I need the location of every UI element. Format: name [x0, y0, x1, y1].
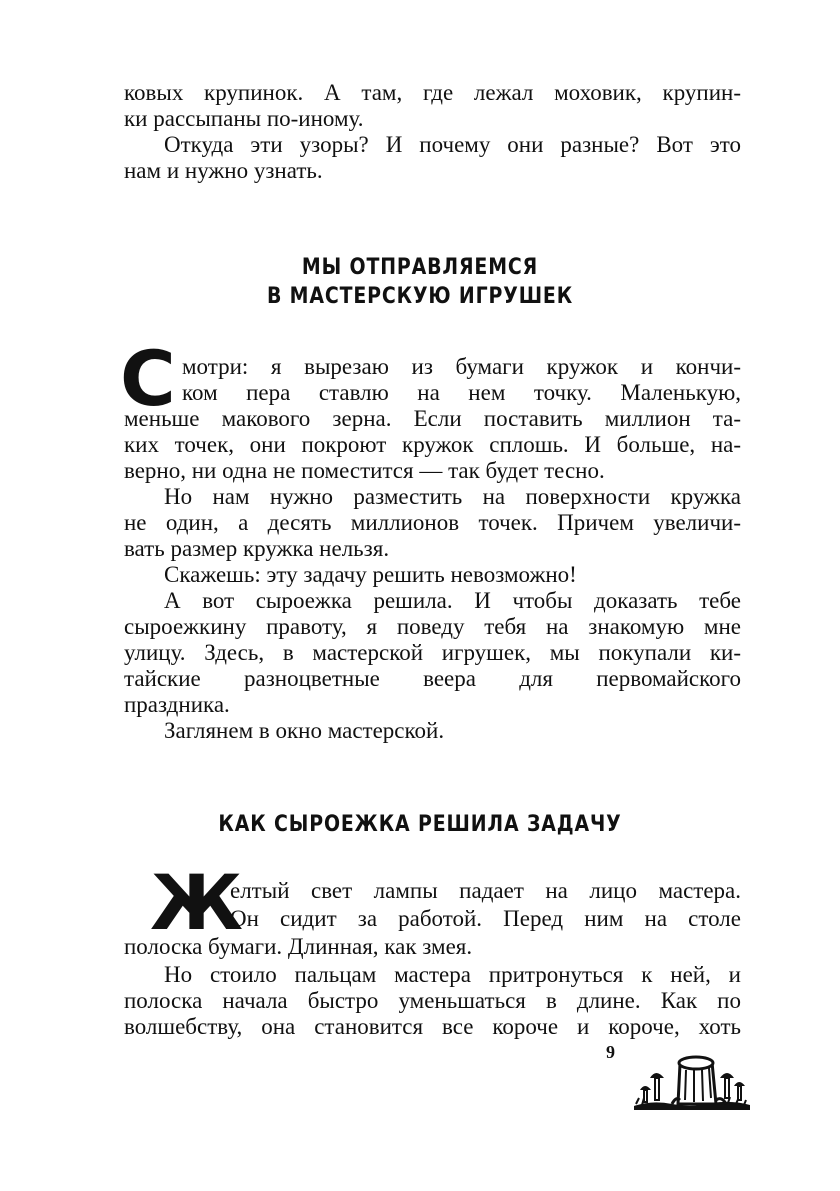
drop-cap: С [120, 334, 176, 423]
text-line: полоска начала быстро уменьшаться в длине. Как по [124, 988, 741, 1013]
stump-mushrooms-icon [632, 1048, 752, 1112]
text-line: вать размер кружка нельзя. [124, 536, 390, 561]
text-line: сыроежкину правоту, я поведу тебя на знакомую мне [124, 614, 741, 639]
text-line: Скажешь: эту задачу решить невозможно! [164, 562, 577, 587]
text-line: ки рассыпаны по-иному. [124, 106, 364, 131]
text-line: ковых крупинок. А там, где лежал моховик, крупин- [124, 80, 741, 105]
text-line: волшебству, она становится все короче и короче, хоть [124, 1014, 741, 1039]
text-line: мотри: я вырезаю из бумаги кружок и кончи- [182, 354, 741, 379]
text-line: Он сидит за работой. Перед ним на столе [230, 906, 741, 931]
text-line: праздника. [124, 692, 230, 717]
text-line: А вот сыроежка решила. И чтобы доказать тебе [164, 588, 741, 613]
text-line: нам и нужно узнать. [124, 158, 323, 183]
text-line: ких точек, они покроют кружок сплошь. И больше, на- [124, 432, 741, 457]
drop-cap: Ж [150, 858, 244, 947]
text-line: не один, а десять миллионов точек. Причем увеличи- [124, 510, 741, 535]
text-line: полоска бумаги. Длинная, как змея. [124, 934, 473, 959]
text-line: улицу. Здесь, в мастерской игрушек, мы покупали ки- [124, 640, 741, 665]
text-line: меньше макового зерна. Если поставить миллион та- [124, 406, 741, 431]
text-line: Но стоило пальцам мастера притронуться к ней, и [164, 962, 741, 987]
text-line: Но нам нужно разместить на поверхности кружка [164, 484, 741, 509]
text-line: Откуда эти узоры? И почему они разные? Вот это [164, 132, 741, 157]
page-number: 9 [606, 1042, 615, 1062]
section-title: МЫ ОТПРАВЛЯЕМСЯ [301, 255, 539, 280]
section-title: В МАСТЕРСКУЮ ИГРУШЕК [266, 284, 574, 309]
text-line: тайские разноцветные веера для первомайского [124, 666, 741, 691]
text-line: верно, ни одна не поместится — так будет тесно. [124, 458, 605, 483]
text-line: ком пера ставлю на нем точку. Маленькую, [182, 380, 741, 405]
text-line: елтый свет лампы падает на лицо мастера. [230, 878, 741, 903]
text-line: Заглянем в окно мастерской. [164, 718, 445, 743]
section-title: КАК СЫРОЕЖКА РЕШИЛА ЗАДАЧУ [218, 812, 622, 837]
